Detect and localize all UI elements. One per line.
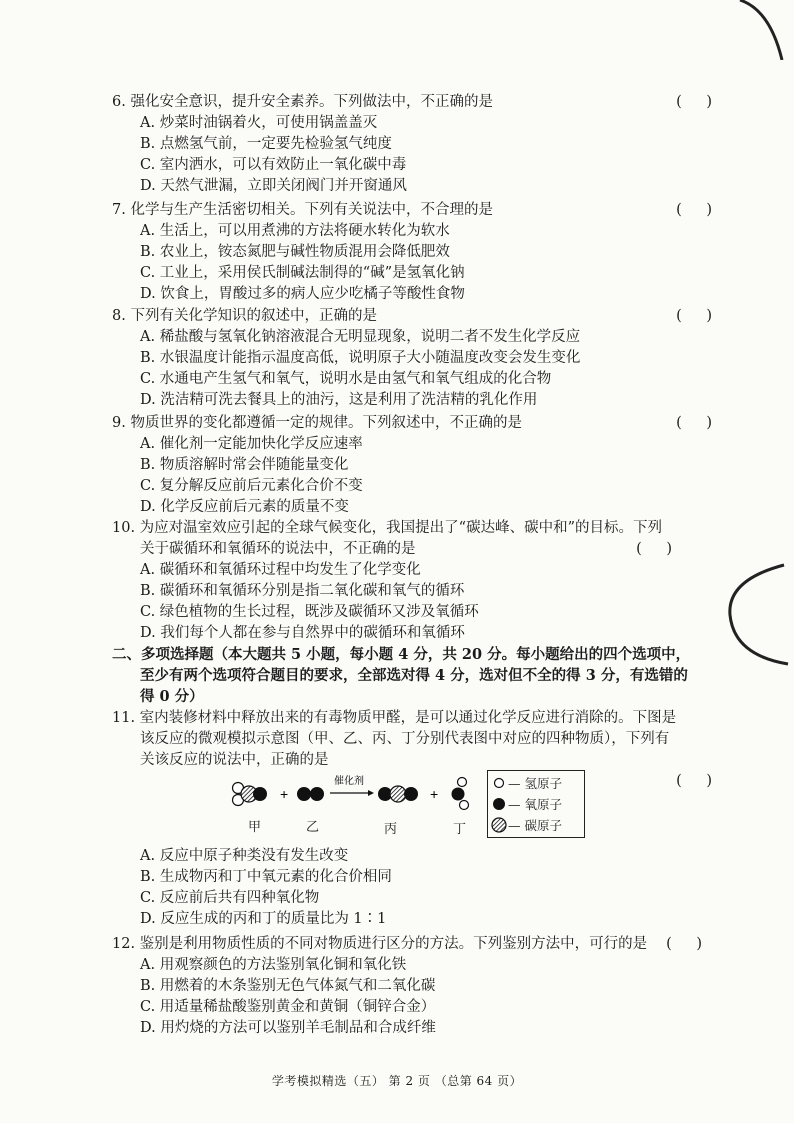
molecule-ding	[452, 778, 469, 810]
option-c: C. 室内洒水，可以有效防止一氧化碳中毒	[140, 157, 407, 173]
question-8	[112, 306, 722, 411]
question-7-stem: 7. 化学与生产生活密切相关。下列有关说法中，不合理的是 ( )	[112, 200, 712, 221]
answer-paren: ( )	[666, 936, 712, 952]
scan-edge-arc-top	[730, 0, 794, 60]
question-8-stem: 8. 下列有关化学知识的叙述中，正确的是 ( )	[112, 306, 712, 327]
reaction-arrow-head	[368, 790, 374, 796]
label-jia: 甲	[248, 820, 262, 835]
option-a: A. 反应中原子种类没有发生改变	[140, 848, 349, 864]
option-c: C. 用适量稀盐酸鉴别黄金和黄铜（铜锌合金）	[140, 999, 436, 1015]
option-c: C. 反应前后共有四种氧化物	[140, 890, 320, 906]
option-a: A. 生活上，可以用煮沸的方法将硬水转化为软水	[140, 223, 450, 239]
answer-paren: ( )	[676, 94, 722, 110]
question-11-stem-line2: 该反应的微观模拟示意图（甲、乙、丙、丁分别代表图中对应的四种物质），下列有	[140, 731, 670, 747]
option-d: D. 我们每个人都在参与自然界中的碳循环和氧循环	[140, 625, 465, 641]
option-b: B. 碳循环和氧循环分别是指二氧化碳和氧气的循环	[140, 583, 465, 599]
question-12	[112, 934, 712, 1039]
scan-edge-arc-right	[722, 560, 794, 670]
option-c: C. 水通电产生氢气和氧气，说明水是由氢气和氧气组成的化合物	[140, 371, 552, 387]
oxygen-atom-icon	[493, 798, 505, 810]
label-yi: 乙	[306, 820, 320, 835]
answer-paren: ( )	[676, 773, 722, 789]
question-11-stem-line1: 11. 室内装修材料中释放出来的有毒物质甲醛，是可以通过化学反应进行消除的。下图是	[112, 710, 677, 726]
answer-paren: ( )	[676, 202, 722, 218]
molecule-bing	[378, 786, 418, 802]
option-d: D. 反应生成的丙和丁的质量比为 1∶1	[140, 911, 387, 927]
question-6-stem: 6. 强化安全意识，提升安全素养。下列做法中，不正确的是 ( )	[112, 92, 712, 113]
option-d: D. 洗洁精可洗去餐具上的油污，这是利用了洗洁精的乳化作用	[140, 392, 538, 408]
answer-paren: ( )	[636, 541, 682, 557]
molecule-jia	[233, 783, 268, 806]
legend-carbon: — 碳原子	[508, 818, 562, 833]
option-a: A. 稀盐酸与氢氧化钠溶液混合无明显现象，说明二者不发生化学反应	[140, 329, 581, 345]
option-d: D. 用灼烧的方法可以鉴别羊毛制品和合成纤维	[140, 1020, 436, 1036]
option-c: C. 绿色植物的生长过程，既涉及碳循环又涉及氧循环	[140, 604, 479, 620]
option-b: B. 点燃氢气前，一定要先检验氢气纯度	[140, 136, 392, 152]
question-11-options	[112, 846, 712, 930]
label-bing: 丙	[384, 822, 398, 837]
question-11-stem-line3: 关该反应的说法中，正确的是	[140, 752, 329, 768]
option-d: D. 天然气泄漏，立即关闭阀门并开窗通风	[140, 178, 407, 194]
answer-paren: ( )	[676, 415, 722, 431]
label-ding: 丁	[453, 822, 467, 837]
catalyst-label: 催化剂	[334, 776, 364, 787]
question-9	[112, 413, 722, 518]
option-b: B. 生成物丙和丁中氧元素的化合价相同	[140, 869, 392, 885]
plus-sign-1: +	[280, 786, 289, 802]
option-d: D. 饮食上，胃酸过多的病人应少吃橘子等酸性食物	[140, 286, 465, 302]
legend-oxygen: — 氧原子	[508, 797, 562, 812]
section-2-line2: 至少有两个选项符合题目的要求，全部选对得 4 分，选对但不全的得 3 分，有选错的	[140, 667, 688, 684]
hydrogen-atom-icon	[495, 779, 504, 788]
option-a: A. 碳循环和氧循环过程中均发生了化学变化	[140, 562, 421, 578]
question-7	[112, 200, 722, 305]
reaction-diagram	[228, 774, 488, 838]
question-10-stem-line1: 10. 为应对温室效应引起的全球气候变化，我国提出了“碳达峰、碳中和”的目标。下列	[112, 520, 662, 536]
option-c: C. 工业上，采用侯氏制碱法制得的“碱”是氢氧化钠	[140, 265, 465, 281]
option-a: A. 用观察颜色的方法鉴别氧化铜和氧化铁	[140, 957, 407, 973]
carbon-atom-icon	[492, 818, 506, 832]
legend-hydrogen: — 氢原子	[508, 776, 562, 791]
question-6	[112, 92, 722, 197]
section-2-line3: 得 0 分）	[140, 688, 204, 705]
molecule-yi	[297, 787, 324, 801]
option-b: B. 用燃着的木条鉴别无色气体氮气和二氧化碳	[140, 978, 436, 994]
option-b: B. 物质溶解时常会伴随能量变化	[140, 457, 349, 473]
option-b: B. 水银温度计能指示温度高低，说明原子大小随温度改变会发生变化	[140, 350, 581, 366]
option-a: A. 催化剂一定能加快化学反应速率	[140, 436, 363, 452]
question-9-stem: 9. 物质世界的变化都遵循一定的规律。下列叙述中，不正确的是 ( )	[112, 413, 712, 434]
question-10-stem-line2: 关于碳循环和氧循环的说法中，不正确的是 ( )	[112, 539, 712, 560]
plus-sign-2: +	[430, 786, 439, 802]
question-12-stem: 12. 鉴别是利用物质性质的不同对物质进行区分的方法。下列鉴别方法中，可行的是 ( )	[112, 934, 712, 955]
option-d: D. 化学反应前后元素的质量不变	[140, 499, 349, 515]
option-c: C. 复分解反应前后元素化合价不变	[140, 478, 363, 494]
atom-legend	[487, 770, 585, 838]
answer-paren: ( )	[676, 308, 722, 324]
question-10	[112, 518, 712, 644]
section-2-heading	[112, 644, 712, 707]
page-footer: 学考模拟精选（五） 第 2 页 （总第 64 页）	[271, 1074, 523, 1088]
option-b: B. 农业上，铵态氮肥与碱性物质混用会降低肥效	[140, 244, 450, 260]
section-2-line1: 二、多项选择题（本大题共 5 小题，每小题 4 分，共 20 分。每小题给出的四个选项中，	[112, 646, 691, 663]
option-a: A. 炒菜时油锅着火，可使用锅盖盖灭	[140, 115, 378, 131]
